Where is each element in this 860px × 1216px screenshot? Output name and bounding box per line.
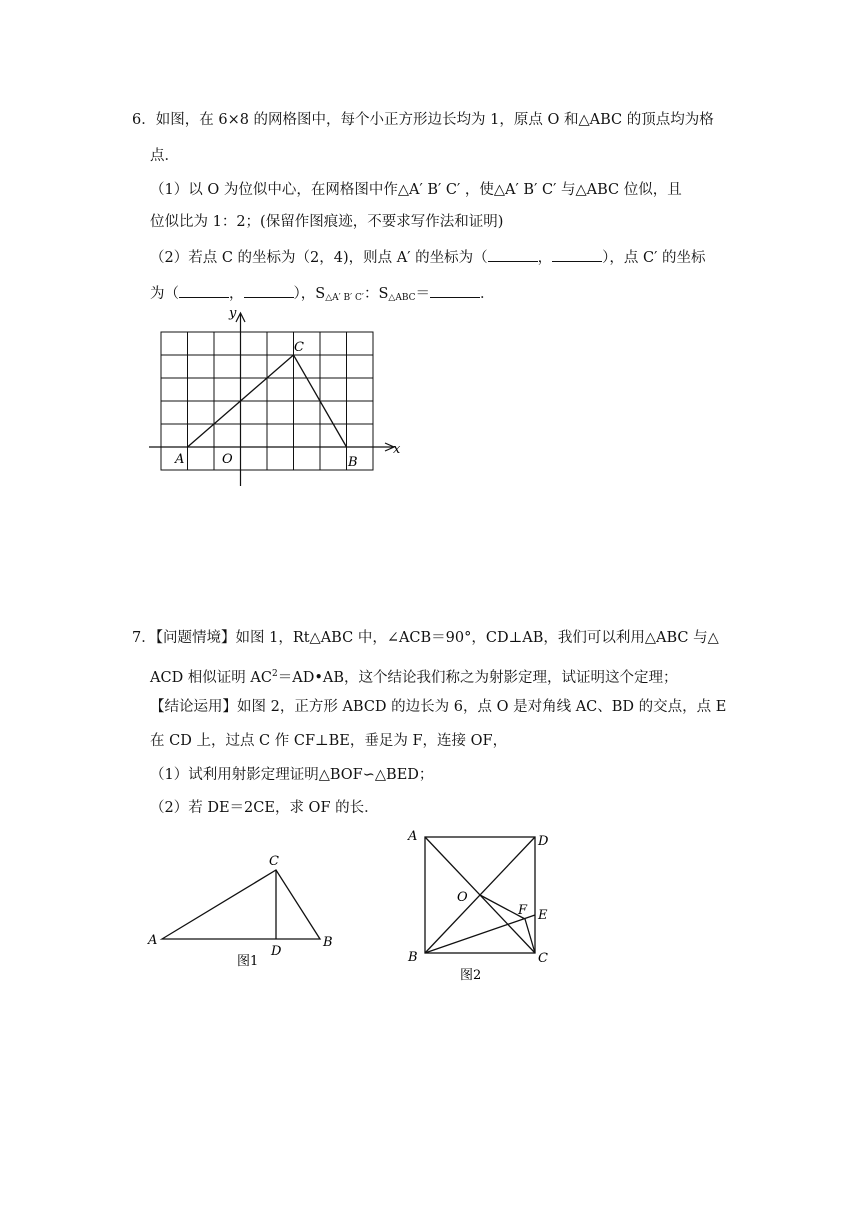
q6-part1-a: （1）以 O 为位似中心，在网格图中作△A′ B′ C′ ，使△A′ B′ C′ 与△ABC 位似，且	[150, 182, 682, 198]
grid	[161, 332, 373, 470]
q6-part2-b: 为（ ， ），$S_{\triangle A' B' C'}$：$S_{\triangle ABC}=$ ．	[150, 283, 495, 308]
q7-number: 7．	[132, 630, 156, 646]
q6-stem-1: 如图，在 6×8 的网格图中，每个小正方形边长均为 1，原点 O 和△ABC 的顶点均为格	[155, 112, 714, 128]
q6-number: 6．	[132, 112, 156, 128]
point-a-label: A	[175, 452, 185, 467]
q6-line2: 点．	[150, 148, 179, 164]
q7-figure1	[140, 845, 350, 980]
y-axis-label: y	[229, 306, 237, 321]
q6-grid-figure	[145, 300, 415, 495]
point-o-label: O	[222, 452, 233, 467]
point-o-label: O	[457, 890, 468, 905]
q7-line4: 在 CD 上，过点 C 作 CF⊥BE，垂足为 F，连接 OF，	[150, 733, 508, 749]
answer-blank[interactable]	[488, 247, 538, 262]
point-c-label: C	[538, 951, 548, 966]
point-b-label: B	[408, 950, 418, 965]
q6-line1	[132, 110, 714, 130]
point-a-label: A	[408, 829, 418, 844]
answer-blank[interactable]	[430, 283, 480, 298]
point-a-label: A	[148, 933, 158, 948]
point-b-label: B	[323, 935, 333, 950]
figure1-caption: 图1	[237, 954, 259, 969]
answer-blank[interactable]	[552, 247, 602, 262]
q7-figure2	[400, 822, 565, 987]
point-e-label: E	[538, 908, 548, 923]
answer-blank[interactable]	[179, 283, 229, 298]
q7-part2: （2）若 DE＝2CE，求 OF 的长．	[150, 800, 379, 816]
figure2-caption: 图2	[460, 968, 482, 983]
q7-line1: 7．【问题情境】如图 1，Rt△ABC 中，∠ACB＝90°，CD⊥AB，我们可以利用△ABC 与△	[132, 630, 719, 646]
point-c-label: C	[269, 854, 279, 869]
point-b-label: B	[348, 455, 358, 470]
q7-part1: （1）试利用射影定理证明△BOF∽△BED；	[150, 767, 434, 783]
q7-line3: 【结论运用】如图 2，正方形 ABCD 的边长为 6，点 O 是对角线 AC、BD 的交点，点 E	[150, 699, 727, 715]
x-axis-label: x	[393, 442, 401, 457]
segment-be	[425, 915, 535, 953]
point-f-label: F	[518, 903, 528, 918]
point-d-label: D	[271, 944, 282, 959]
answer-blank[interactable]	[244, 283, 294, 298]
point-c-label: C	[294, 340, 304, 355]
q7-line2: ACD 相似证明 $AC^2=AD•AB$，这个结论我们称之为射影定理，试证明这个定理；	[150, 669, 678, 686]
triangle-abc	[162, 870, 320, 939]
q6-part2-a: （2）若点 C 的坐标为（2，4)，则点 A′ 的坐标为（ ， ），点 C′ 的坐标	[150, 247, 706, 268]
point-d-label: D	[538, 834, 549, 849]
q6-part1-b: 位似比为 1：2；(保留作图痕迹，不要求写作法和证明)	[150, 214, 504, 230]
